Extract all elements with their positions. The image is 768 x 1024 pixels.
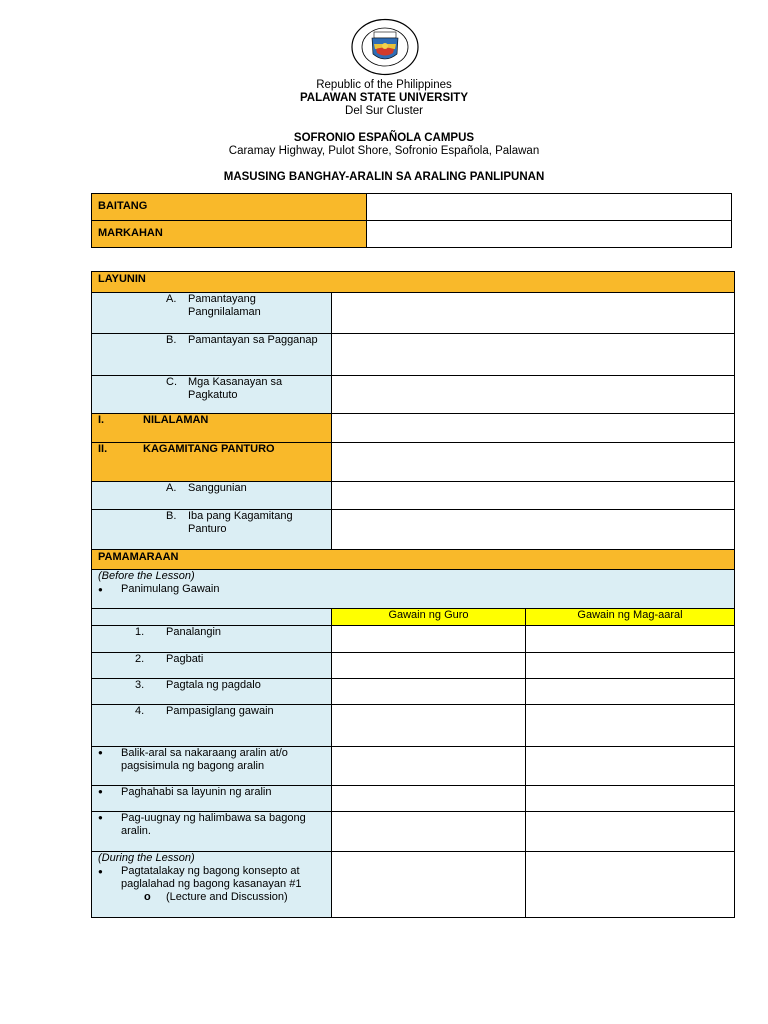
baitang-label-cell xyxy=(92,194,367,221)
university-name: PALAWAN STATE UNIVERSITY xyxy=(299,92,469,104)
kagamitang-panturo-cell xyxy=(92,443,332,482)
campus-address: Caramay Highway, Pulot Shore, Sofronio Española, Palawan xyxy=(228,145,540,157)
step-row-4 xyxy=(92,705,332,747)
pamantayan-pagganap-cell xyxy=(92,334,332,376)
pampasigla-label: Pampasiglang gawain xyxy=(166,705,274,717)
bullet-icon: ● xyxy=(98,748,103,757)
sanggunian-value[interactable] xyxy=(332,482,735,510)
sub-bullet-icon: o xyxy=(144,891,151,903)
bullet-icon: ● xyxy=(98,787,103,796)
sanggunian-label: Sanggunian xyxy=(188,482,247,494)
markahan-label: MARKAHAN xyxy=(98,227,163,239)
step-number-4: 4. xyxy=(135,705,145,717)
panalangin-guro[interactable] xyxy=(332,626,526,653)
marker-c: C. xyxy=(166,376,177,388)
nilalaman-cell xyxy=(92,414,332,443)
paghahabi-row xyxy=(92,786,332,812)
layunin-label: LAYUNIN xyxy=(98,273,146,285)
pamantayan-pagganap-value[interactable] xyxy=(332,334,735,376)
kasanayan-cell xyxy=(92,376,332,414)
paghahabi-label: Paghahabi sa layunin ng aralin xyxy=(121,786,272,798)
column-header-blank xyxy=(92,609,332,626)
nilalaman-label: NILALAMAN xyxy=(143,414,209,426)
kasanayan-label: Mga Kasanayan sa Pagkatuto xyxy=(188,376,283,401)
markahan-label-cell xyxy=(92,221,367,248)
kagamitang-panturo-value[interactable] xyxy=(332,443,735,482)
kagamitang-panturo-label: KAGAMITANG PANTURO xyxy=(143,443,275,455)
balik-aral-label: Balik-aral sa nakaraang aralin at/o pagsisimula ng bagong aralin xyxy=(121,747,288,772)
lecture-discussion-label: (Lecture and Discussion) xyxy=(166,891,288,903)
panalangin-magaaral[interactable] xyxy=(526,626,735,653)
bullet-icon: ● xyxy=(98,867,103,876)
marker-ii: II. xyxy=(98,443,108,455)
marker-i: I. xyxy=(98,414,105,426)
republic-line: Republic of the Philippines xyxy=(316,79,452,91)
pamamaraan-header xyxy=(92,550,735,570)
balik-aral-guro[interactable] xyxy=(332,747,526,786)
baitang-value-cell[interactable] xyxy=(367,194,732,221)
step-number-3: 3. xyxy=(135,679,145,691)
pagbati-label: Pagbati xyxy=(166,653,204,665)
pag-uugnay-row xyxy=(92,812,332,852)
pamantayang-pangnilalaman-label: Pamantayang Pangnilalaman xyxy=(188,293,261,318)
iba-pang-kagamitan-cell xyxy=(92,510,332,550)
document-title: MASUSING BANGHAY-ARALIN SA ARALING PANLIPUNAN xyxy=(223,171,545,183)
paghahabi-magaaral[interactable] xyxy=(526,786,735,812)
pagtatalakay-guro[interactable] xyxy=(332,852,526,918)
step-row-1 xyxy=(92,626,332,653)
pagtala-label: Pagtala ng pagdalo xyxy=(166,679,261,691)
step-number-1: 1. xyxy=(135,626,145,638)
pagtala-guro[interactable] xyxy=(332,679,526,705)
marker-ka: A. xyxy=(166,482,177,494)
pagtatalakay-magaaral[interactable] xyxy=(526,852,735,918)
iba-pang-kagamitan-value[interactable] xyxy=(332,510,735,550)
before-lesson-cell xyxy=(92,570,735,609)
step-row-2 xyxy=(92,653,332,679)
marker-kb: B. xyxy=(166,510,177,522)
lesson-plan-table xyxy=(91,271,735,918)
sanggunian-cell xyxy=(92,482,332,510)
pagbati-magaaral[interactable] xyxy=(526,653,735,679)
bullet-icon: ● xyxy=(98,813,103,822)
cluster-name: Del Sur Cluster xyxy=(345,105,423,117)
kasanayan-value[interactable] xyxy=(332,376,735,414)
campus-name: SOFRONIO ESPAÑOLA CAMPUS xyxy=(293,132,475,144)
info-table xyxy=(91,193,732,248)
pamantayan-pagganap-label: Pamantayan sa Pagganap xyxy=(188,334,318,346)
pamamaraan-label: PAMAMARAAN xyxy=(98,551,179,563)
baitang-label: BAITANG xyxy=(98,200,148,212)
iba-pang-kagamitan-label: Iba pang Kagamitang Panturo xyxy=(188,510,293,535)
gawain-guro-header: Gawain ng Guro xyxy=(332,609,526,626)
pag-uugnay-magaaral[interactable] xyxy=(526,812,735,852)
pag-uugnay-label: Pag-uugnay ng halimbawa sa bagong aralin. xyxy=(121,812,306,837)
university-seal-logo xyxy=(350,18,420,76)
markahan-value-cell[interactable] xyxy=(367,221,732,248)
panalangin-label: Panalangin xyxy=(166,626,222,638)
gawain-magaaral-header: Gawain ng Mag-aaral xyxy=(526,609,735,626)
balik-aral-row xyxy=(92,747,332,786)
pagbati-guro[interactable] xyxy=(332,653,526,679)
panimulang-gawain-label: Panimulang Gawain xyxy=(121,583,220,595)
nilalaman-value[interactable] xyxy=(332,414,735,443)
step-row-3 xyxy=(92,679,332,705)
marker-b: B. xyxy=(166,334,177,346)
step-number-2: 2. xyxy=(135,653,145,665)
marker-a: A. xyxy=(166,293,177,305)
pagtatalakay-label: Pagtatalakay ng bagong konsepto at paglalahad ng bagong kasanayan #1 xyxy=(121,865,302,890)
pag-uugnay-guro[interactable] xyxy=(332,812,526,852)
layunin-header xyxy=(92,272,735,293)
during-lesson-label: (During the Lesson) xyxy=(98,852,195,864)
bullet-icon: ● xyxy=(98,585,103,594)
pamantayang-pangnilalaman-cell xyxy=(92,293,332,334)
pamantayang-pangnilalaman-value[interactable] xyxy=(332,293,735,334)
during-lesson-row xyxy=(92,852,332,918)
paghahabi-guro[interactable] xyxy=(332,786,526,812)
pampasigla-guro[interactable] xyxy=(332,705,526,747)
pampasigla-magaaral[interactable] xyxy=(526,705,735,747)
balik-aral-magaaral[interactable] xyxy=(526,747,735,786)
before-lesson-label: (Before the Lesson) xyxy=(98,570,195,582)
pagtala-magaaral[interactable] xyxy=(526,679,735,705)
